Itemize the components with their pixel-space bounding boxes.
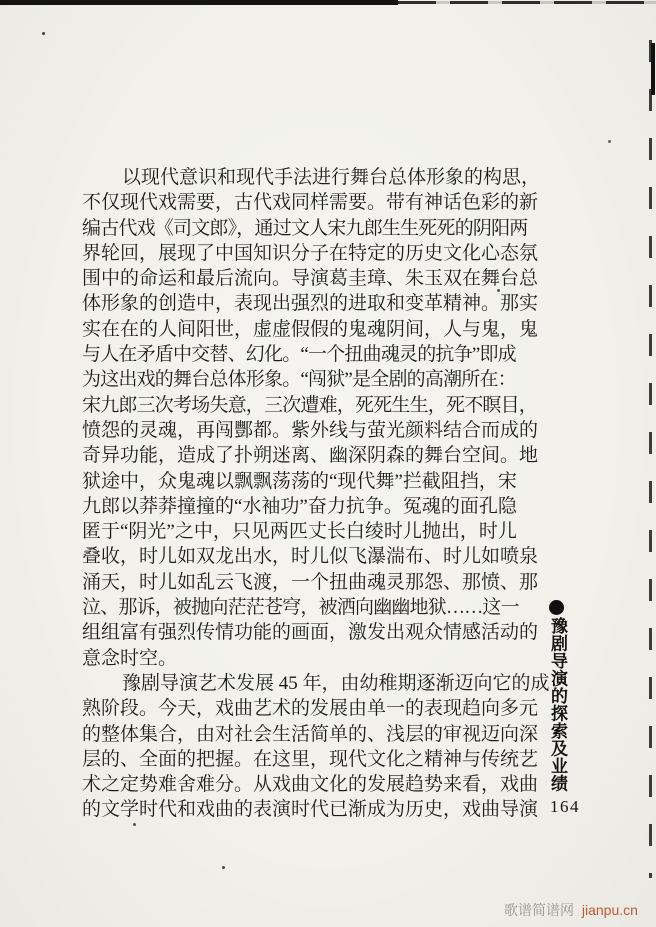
text-line: 组组富有强烈传情功能的画面，激发出观众情感活动的 <box>82 622 539 644</box>
text-line: 涌天，时儿如乱云飞渡，一个扭曲魂灵那怨、那愤、那 <box>82 571 539 593</box>
text-line: 豫剧导演艺术发展 45 年，由幼稚期逐渐迈向它的成 <box>122 672 550 694</box>
text-line: 熟阶段。今天，戏曲艺术的发展由单一的表现趋向多元 <box>82 698 539 720</box>
sidebar-bullet-icon <box>549 600 564 615</box>
text-line: 以现代意识和现代手法进行舞台总体形象的构思， <box>122 167 541 188</box>
text-line: 不仅现代戏需要，古代戏同样需要。带有神话色彩的新 <box>82 192 539 214</box>
text-line: 体形象的创造中，表现出强烈的进取和变革精神。那实 <box>82 293 539 315</box>
text-line: 实在在的人间阳世，虚虚假假的鬼魂阴间，人与鬼，鬼 <box>82 318 539 340</box>
text-line: 术之定势难舍难分。从戏曲文化的发展趋势来看，戏曲 <box>82 774 539 796</box>
text-line: 意念时空。 <box>82 647 178 669</box>
text-line: 泣、那诉，被抛向茫茫苍穹，被洒向幽幽地狱……这一 <box>82 597 519 619</box>
page-number: 164 <box>550 797 580 816</box>
text-line: 界轮回，展现了中国知识分子在特定的历史文化心态氛 <box>82 242 539 264</box>
text-line: 为这出戏的舞台总体形象。“闯狱”是全剧的高潮所在： <box>82 369 516 391</box>
text-line: 九郎以莽莽撞撞的“水袖功”奋力抗争。冤魂的面孔隐 <box>82 495 517 517</box>
scan-artifact-right-dashed-line <box>649 40 652 878</box>
text-line: 与人在矛盾中交替、幻化。“一个扭曲魂灵的抗争”即成 <box>82 344 516 366</box>
scan-artifact-right-bar <box>651 43 655 95</box>
text-block <box>82 165 550 823</box>
text-line: 狱途中，众鬼魂以飘飘荡荡的“现代舞”拦截阻挡，宋 <box>82 470 517 492</box>
text-line: 匿于“阴光”之中，只见两匹丈长白绫时儿抛出，时儿 <box>82 521 517 543</box>
watermark-site-url: jianpu.cn <box>581 902 638 918</box>
text-line: 编古代戏《司文郎》，通过文人宋九郎生生死死的阴阳两 <box>82 217 528 239</box>
watermark <box>504 900 638 920</box>
text-line: 愤怨的灵魂，再闯酆都。紫外线与萤光颜料结合而成的 <box>82 419 539 441</box>
text-line: 的整体集合，由对社会生活简单的、浅层的审视迈向深 <box>82 723 539 745</box>
scan-artifact-top-strip <box>0 0 398 5</box>
scan-specks <box>42 32 45 35</box>
text-line: 围中的命运和最后流向。导演葛圭璋、朱玉双在舞台总 <box>82 268 539 290</box>
sidebar-chapter-title: 豫剧导演的探索及业绩 <box>548 617 567 792</box>
scan-artifact-top-line <box>398 1 656 4</box>
text-line: 奇异功能，造成了扑朔迷离、幽深阴森的舞台空间。地 <box>82 445 539 467</box>
text-line: 的文学时代和戏曲的表演时代已渐成为历史，戏曲导演 <box>82 799 539 821</box>
text-line: 叠收，时儿如双龙出水，时儿似飞瀑湍布、时儿如喷泉 <box>82 546 539 568</box>
watermark-site-name: 歌谱简谱网 <box>504 902 574 918</box>
text-line: 宋九郎三次考场失意，三次遭难，死死生生，死不瞑目， <box>82 394 538 416</box>
text-line: 层的、全面的把握。在这里，现代文化之精神与传统艺 <box>82 748 539 770</box>
